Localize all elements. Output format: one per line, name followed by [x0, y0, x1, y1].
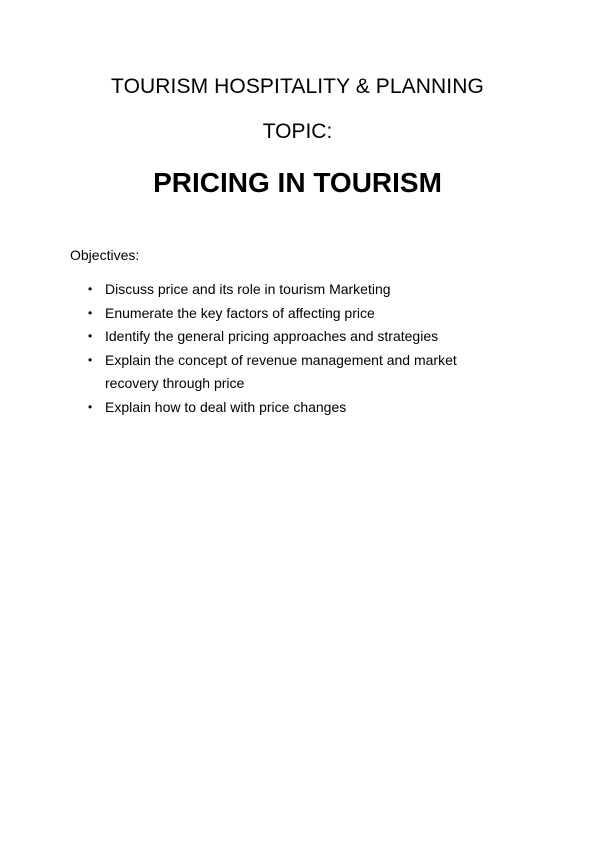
list-item-text: Enumerate the key factors of affecting price — [105, 304, 375, 321]
topic-label: TOPIC: — [262, 120, 333, 143]
list-item-text: Explain how to deal with price changes — [105, 398, 347, 415]
bullet-icon: • — [88, 352, 93, 367]
bullet-icon: • — [88, 399, 93, 414]
list-item-text: Identify the general pricing approaches and strategies — [105, 328, 439, 344]
page-title: PRICING IN TOURISM — [153, 167, 442, 198]
list-item — [87, 396, 507, 420]
list-item-text: Explain the concept of revenue management and market recovery through price — [105, 351, 457, 391]
objectives-heading: Objectives: — [70, 247, 140, 263]
list-item — [87, 278, 507, 302]
list-item — [87, 325, 507, 349]
objectives-list — [87, 278, 507, 419]
bullet-icon: • — [88, 329, 93, 343]
bullet-icon: • — [88, 305, 93, 320]
list-item — [87, 302, 507, 326]
bullet-icon: • — [88, 282, 93, 296]
course-title: TOURISM HOSPITALITY & PLANNING — [111, 75, 484, 98]
list-item-text: Discuss price and its role in tourism Marketing — [105, 281, 391, 297]
list-item — [87, 349, 507, 396]
